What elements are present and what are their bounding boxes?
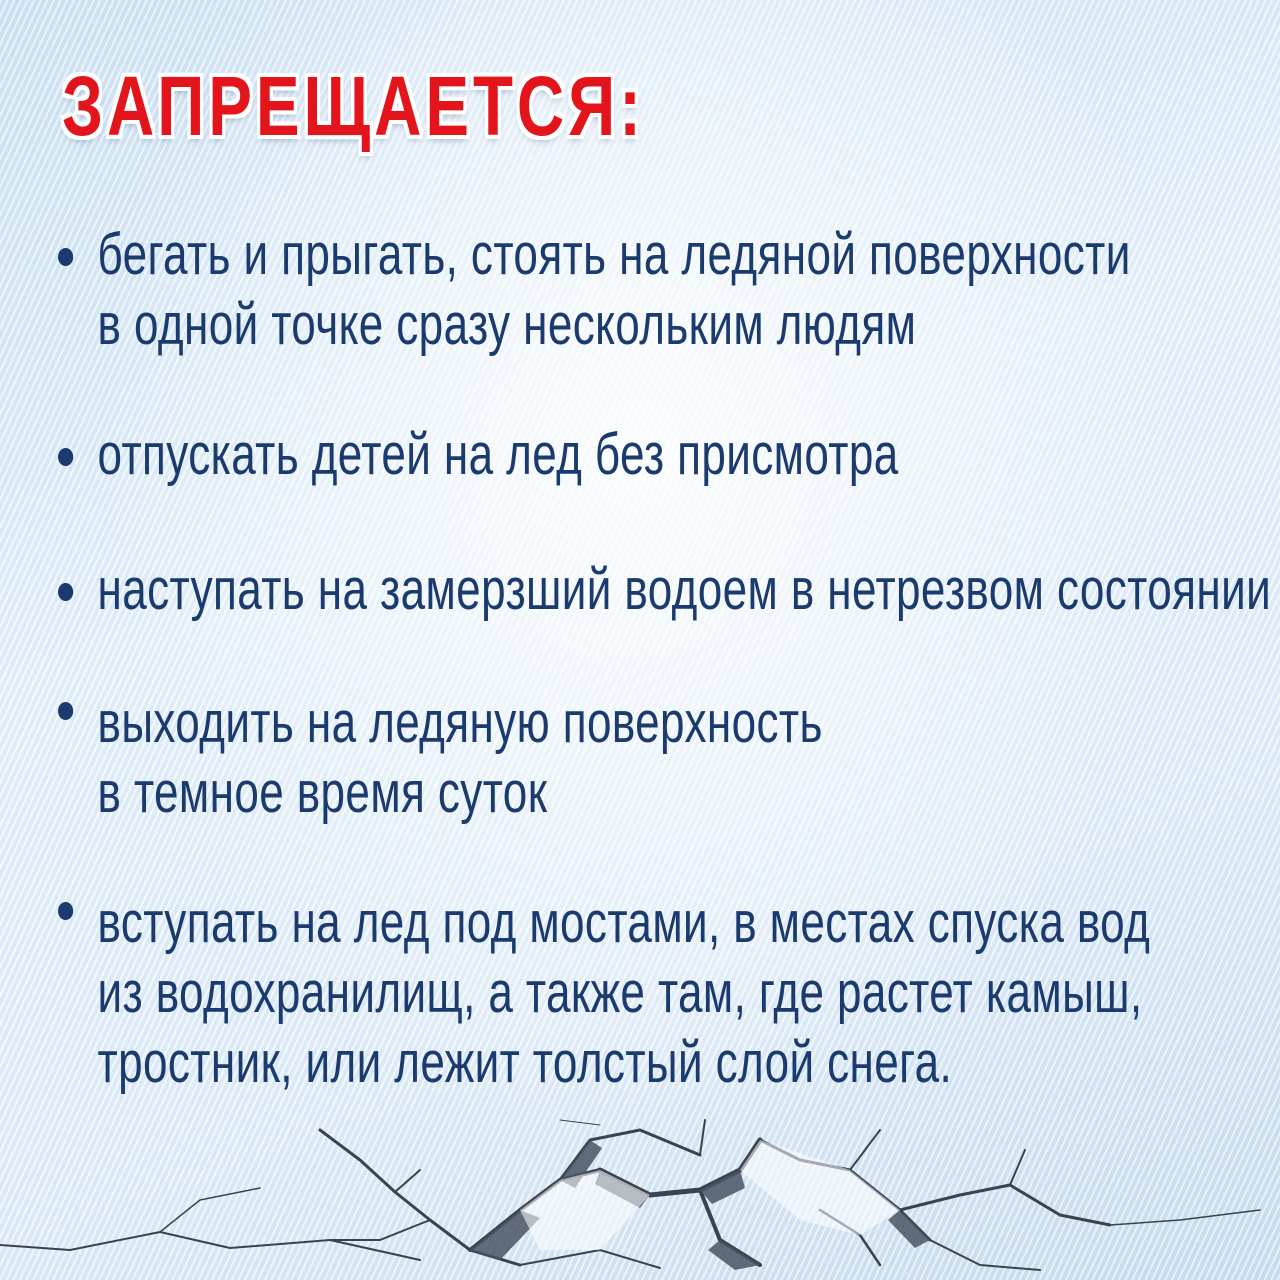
bullet-icon [58, 583, 73, 601]
bullet-icon [58, 702, 73, 720]
rule-text: из водохранилищ, а также там, где растет камыш, [97, 960, 1143, 1025]
list-item [58, 555, 1271, 625]
rule-text: наступать на замерзший водоем в нетрезвом состоянии [97, 557, 1272, 622]
rule-text: отпускать детей на лед без присмотра [97, 422, 899, 487]
list-item [58, 888, 1150, 1098]
rule-text: в одной точке сразу нескольким людям [97, 292, 917, 357]
list-item [58, 688, 823, 828]
rule-text: выходить на ледяную поверхность [97, 690, 823, 755]
rule-text: тростник, или лежит толстый слой снега. [97, 1030, 953, 1095]
cracked-ice-icon [0, 1100, 1280, 1280]
rule-text: бегать и прыгать, стоять на ледяной поверхности [97, 222, 1131, 287]
list-item [58, 420, 899, 490]
rule-text: вступать на лед под мостами, в местах спуска вод [97, 890, 1151, 955]
page-title: ЗАПРЕЩАЕТСЯ: [62, 59, 645, 153]
bullet-icon [58, 448, 73, 466]
bullet-icon [58, 902, 73, 920]
rule-text: в темное время суток [97, 760, 548, 825]
list-item [58, 220, 1131, 360]
bullet-icon [58, 248, 73, 266]
